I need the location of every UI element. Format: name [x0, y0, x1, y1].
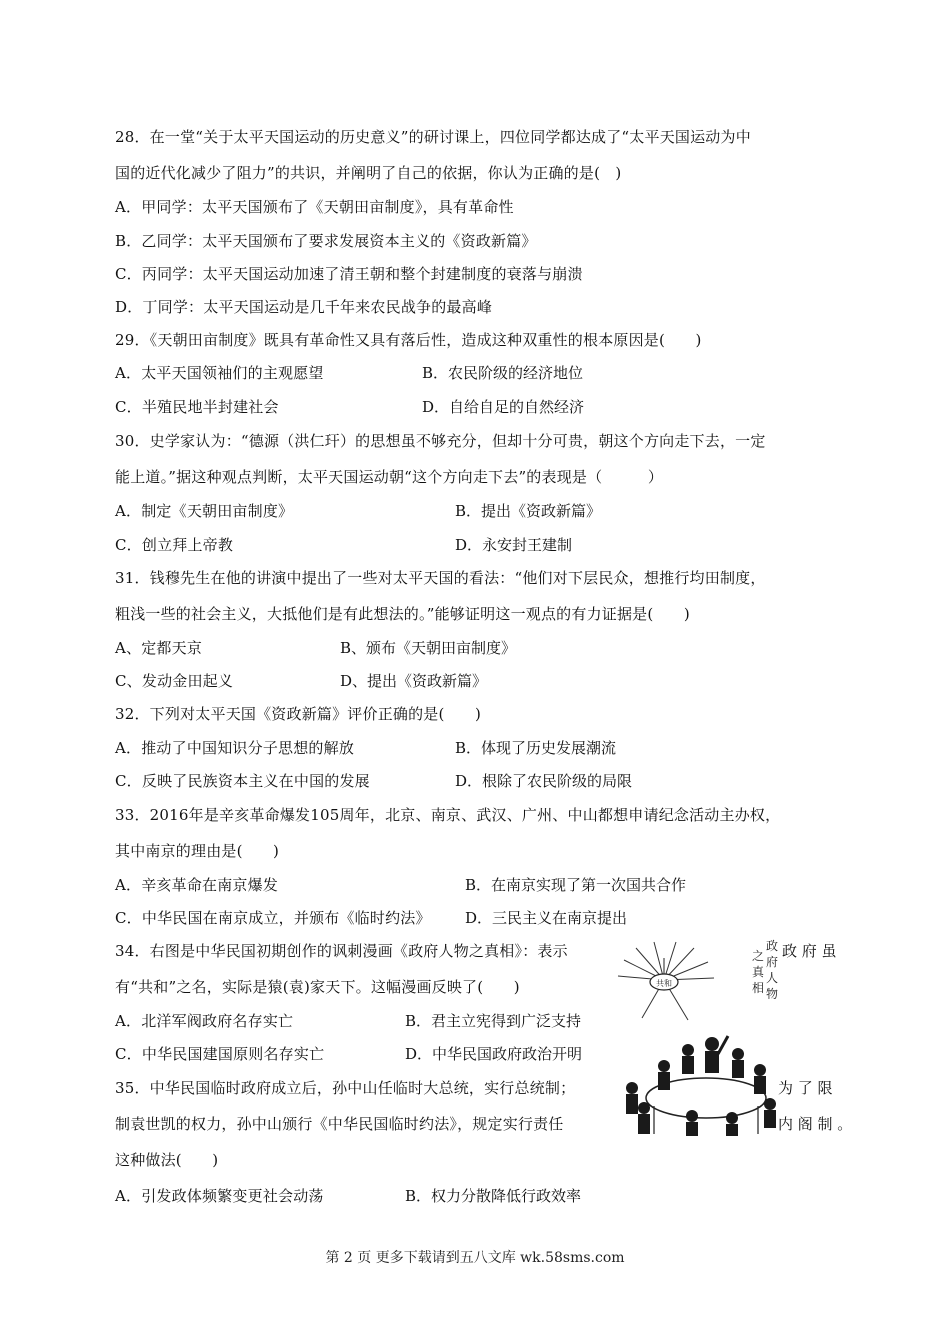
- q30-option-a: A．制定《天朝田亩制度》: [115, 502, 294, 520]
- q29-option-a: A．太平天国领袖们的主观愿望: [115, 364, 324, 382]
- page-footer: 第 2 页 更多下载请到五八文库 wk.58sms.com: [325, 1250, 625, 1266]
- q30-option-d: D．永安封王建制: [455, 536, 573, 554]
- q31-option-b: B、颁布《天朝田亩制度》: [340, 639, 517, 657]
- q28-option-d: D．丁同学：太平天国运动是几千年来农民战争的最高峰: [115, 298, 493, 316]
- q31-option-d: D、提出《资政新篇》: [340, 672, 488, 690]
- q32-option-d: D．根除了农民阶级的局限: [455, 772, 633, 790]
- q35-stem-line1: 35．中华民国临时政府成立后，孙中山任临时大总统，实行总统制；: [115, 1079, 576, 1097]
- q30-option-b: B．提出《资政新篇》: [455, 502, 602, 520]
- svg-text:之: 之: [752, 949, 765, 963]
- q28-option-a: A．甲同学：太平天国颁布了《天朝田亩制度》，具有革命性: [115, 198, 514, 216]
- q34-option-b: B．君主立宪得到广泛支持: [405, 1012, 582, 1030]
- q31-stem-line2: 粗浅一些的社会主义，大抵他们是有此想法的。”能够证明这一观点的有力证据是( ): [115, 605, 690, 623]
- cartoon-caption-c1: 政: [766, 939, 779, 953]
- q33-option-c: C．中华民国在南京成立，并颁布《临时约法》: [115, 909, 431, 927]
- q30-stem-line2: 能上道。”据这种观点判断，太平天国运动朝“这个方向走下去”的表现是（ ）: [115, 468, 664, 486]
- svg-text:人: 人: [766, 971, 779, 985]
- q34-stem-line1-right: 政 府 虽: [782, 942, 837, 960]
- q34-option-d: D．中华民国政府政治开明: [405, 1045, 583, 1063]
- q29-option-c: C．半殖民地半封建社会: [115, 398, 279, 416]
- svg-text:府: 府: [766, 955, 779, 969]
- q33-option-b: B．在南京实现了第一次国共合作: [465, 876, 687, 894]
- cartoon-lamp-sign: 共和: [656, 979, 672, 988]
- q35-option-a: A．引发政体频繁变更社会动荡: [115, 1187, 324, 1205]
- q32-option-a: A．推动了中国知识分子思想的解放: [115, 739, 355, 757]
- q29-stem: 29．《天朝田亩制度》既具有革命性又具有落后性，造成这种双重性的根本原因是( ): [115, 331, 702, 349]
- q28-stem-line2: 国的近代化减少了阻力”的共识，并阐明了自己的依据，你认为正确的是( ): [115, 164, 622, 182]
- q32-stem: 32．下列对太平天国《资政新篇》评价正确的是( ): [115, 705, 481, 723]
- q35-option-b: B．权力分散降低行政效率: [405, 1187, 582, 1205]
- q32-option-b: B．体现了历史发展潮流: [455, 739, 617, 757]
- q28-stem-line1: 28．在一堂“关于太平天国运动的历史意义”的研讨课上，四位同学都达成了“太平天国运动为中: [115, 128, 751, 146]
- q35-stem-line2: 制袁世凯的权力，孙中山颁行《中华民国临时约法》，规定实行责任: [115, 1115, 564, 1133]
- q34-stem-line2: 有“共和”之名，实际是猿(袁)家天下。这幅漫画反映了( ): [115, 978, 520, 996]
- q33-stem-line2: 其中南京的理由是( ): [115, 842, 280, 860]
- q35-stem-line2-right: 内 阁 制 。: [778, 1115, 853, 1133]
- satirical-cartoon-image: [614, 938, 782, 1138]
- q35-stem-line1-right: 为 了 限: [778, 1079, 833, 1097]
- q30-option-c: C．创立拜上帝教: [115, 536, 234, 554]
- q31-option-c: C、发动金田起义: [115, 672, 234, 690]
- q28-option-b: B．乙同学：太平天国颁布了要求发展资本主义的《资政新篇》: [115, 232, 537, 250]
- svg-text:真: 真: [752, 965, 765, 979]
- q34-option-a: A．北洋军阀政府名存实亡: [115, 1012, 294, 1030]
- q33-option-a: A．辛亥革命在南京爆发: [115, 876, 279, 894]
- q34-stem-line1: 34．右图是中华民国初期创作的讽刺漫画《政府人物之真相》：表示: [115, 942, 568, 960]
- q31-stem-line1: 31．钱穆先生在他的讲演中提出了一些对太平天国的看法：“他们对下层民众，想推行均田制度，: [115, 569, 766, 587]
- q31-option-a: A、定都天京: [115, 639, 203, 657]
- q34-option-c: C．中华民国建国原则名存实亡: [115, 1045, 325, 1063]
- svg-text:物: 物: [766, 987, 779, 1001]
- q30-stem-line1: 30．史学家认为：“德源（洪仁玕）的思想虽不够充分，但却十分可贵，朝这个方向走下去，一定: [115, 432, 766, 450]
- q29-option-b: B．农民阶级的经济地位: [422, 364, 584, 382]
- q28-option-c: C．丙同学：太平天国运动加速了清王朝和整个封建制度的衰落与崩溃: [115, 265, 583, 283]
- svg-text:相: 相: [752, 981, 765, 995]
- q32-option-c: C．反映了民族资本主义在中国的发展: [115, 772, 370, 790]
- q33-stem-line1: 33．2016年是辛亥革命爆发105周年，北京、南京、武汉、广州、中山都想申请纪念活动主办权，: [115, 806, 781, 824]
- q35-stem-line3: 这种做法( ): [115, 1151, 219, 1169]
- q29-option-d: D．自给自足的自然经济: [422, 398, 585, 416]
- q33-option-d: D．三民主义在南京提出: [465, 909, 628, 927]
